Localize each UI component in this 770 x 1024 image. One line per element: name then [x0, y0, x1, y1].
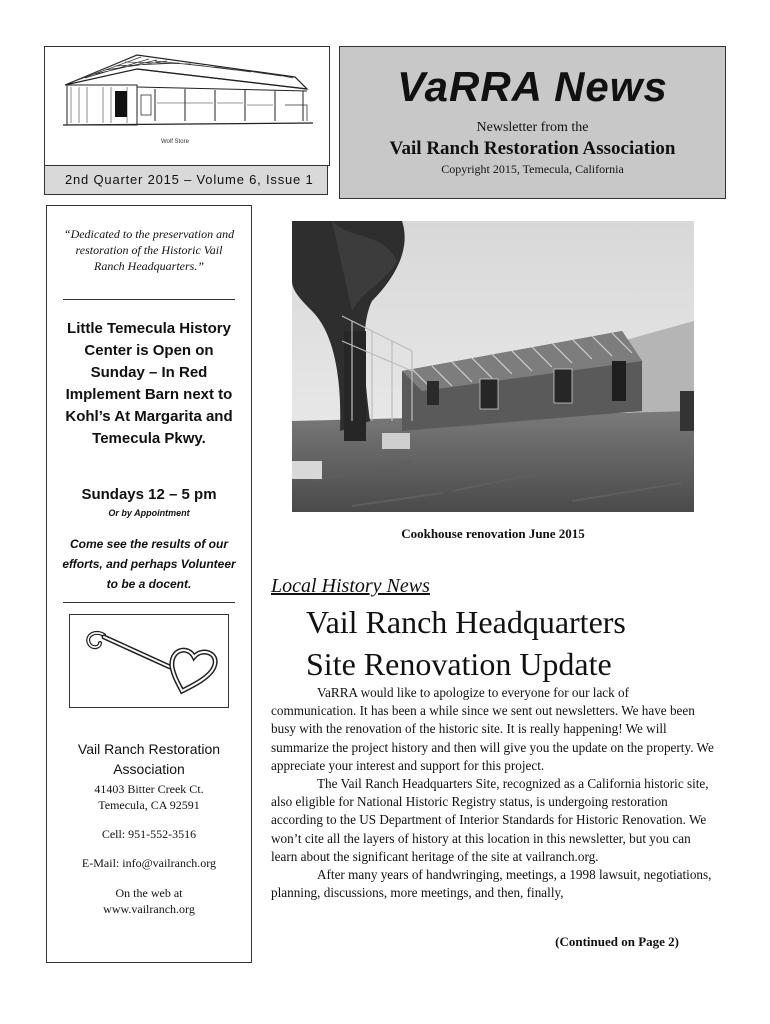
address-line1: 41403 Bitter Creek Ct.	[94, 782, 204, 796]
copyright: Copyright 2015, Temecula, California	[441, 162, 624, 176]
cattle-brand-icon	[70, 615, 228, 707]
photo-caption: Cookhouse renovation June 2015	[401, 526, 585, 541]
wolf-store-sketch	[45, 47, 329, 165]
paragraph: After many years of handwringing, meetings, a 1998 lawsuit, negotiations, planning, discussions, more meetings, and then, finally,	[271, 867, 712, 901]
volunteer-invite: Come see the results of our efforts, and perhaps Volunteer to be a docent.	[62, 537, 236, 591]
appointment-note: Or by Appointment	[108, 508, 190, 518]
website-link[interactable]: www.vailranch.org	[103, 902, 195, 916]
sidebar	[46, 205, 252, 963]
continued-note: (Continued on Page 2)	[555, 934, 679, 949]
address-line2: Temecula, CA 92591	[98, 798, 200, 812]
headline-line1: Vail Ranch Headquarters	[306, 604, 626, 640]
masthead	[339, 46, 726, 199]
cookhouse-photo	[292, 221, 694, 512]
email-address[interactable]: E-Mail: info@vailranch.org	[81, 856, 217, 870]
association-name: Vail Ranch Restoration Association	[77, 741, 221, 777]
phone-number: Cell: 951-552-3516	[101, 827, 197, 841]
dedication: “Dedicated to the preservation and restoration of the Historic Vail Ranch Headquarters.”	[63, 227, 235, 273]
organization-name: Vail Ranch Restoration Association	[389, 138, 676, 159]
logo-caption: Wolf Store	[161, 139, 189, 145]
divider	[63, 299, 235, 300]
cattle-brand-box	[69, 614, 229, 708]
opening-hours: Sundays 12 – 5 pm	[81, 486, 217, 503]
divider	[63, 602, 235, 603]
article-body	[271, 684, 715, 902]
section-kicker: Local History News	[271, 575, 430, 597]
logo-box	[44, 46, 330, 166]
paragraph: VaRRA would like to apologize to everyone for our lack of communication. It has been a while since we sent out newsletters. We have been busy with the renovation of the historic site. It is really happening! We will summarize the project history and then will give you the update on the property. We appreciate your interest and support for this project.	[271, 685, 714, 773]
newsletter-title: VaRRA News	[397, 63, 668, 110]
paragraph: The Vail Ranch Headquarters Site, recognized as a California historic site, also eligible for National Historic Registry status, is undergoing restoration according to the US Department of Interior Standards for Historic Renovation. We won’t cite all the layers of history at this location in this newsletter, but you can learn about the significant heritage of the site at vailranch.org.	[271, 776, 709, 864]
issue-line: 2nd Quarter 2015 – Volume 6, Issue 1	[44, 165, 328, 195]
newsletter-subtitle: Newsletter from the	[476, 120, 589, 135]
headline-line2: Site Renovation Update	[306, 646, 612, 682]
web-label: On the web at	[115, 886, 183, 900]
history-center-info: Little Temecula History Center is Open on Sunday – In Red Implement Barn next to Kohl’s At Margarita and Temecula Pkwy.	[65, 320, 233, 447]
